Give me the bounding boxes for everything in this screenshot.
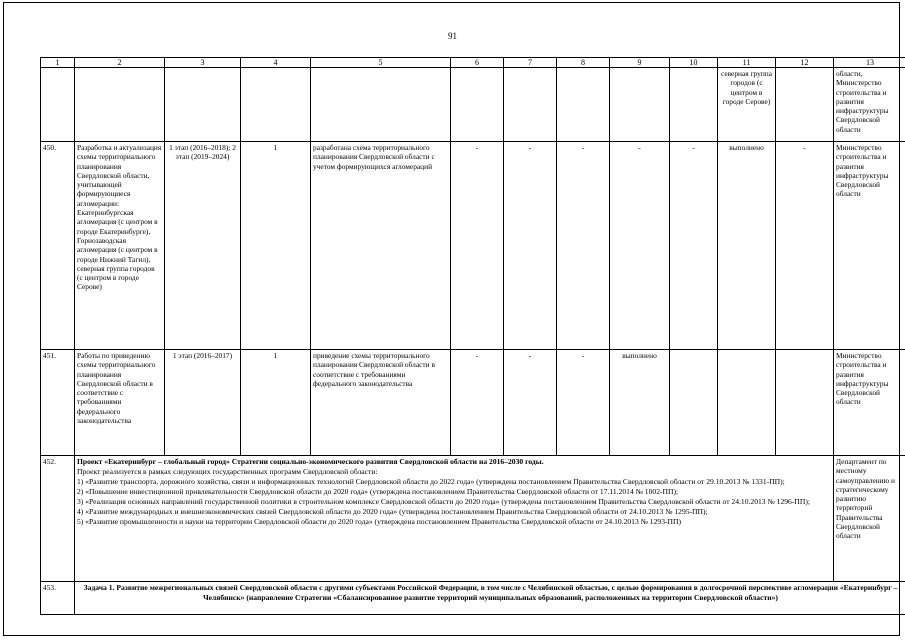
program-item: 3) «Реализация основных направлений государственной политики в строительном комплексе Свердловской области до 2020 года» (утверждена постановлением Правительства Свердловской области от 24.10.2013 № 1296-ПП); [77,497,810,506]
table-row-453 [41,582,905,615]
cell [610,68,670,142]
cell-responsible: Департамент по местному самоуправлению и стратегическому развитию территорий Правительства Свердловской области [834,456,905,582]
col-header: 12 [776,58,834,68]
program-item: 5) «Развитие промышленности и науки на территории Свердловской области до 2020 года» (утверждена постановлением Правительства Свердловской области от 24.10.2013 № 1293-ПП) [77,517,682,526]
cell [451,68,504,142]
col-header: 7 [504,58,557,68]
col-header: 8 [557,58,610,68]
stage-period: 1 этап (2016–2018); 2 этап (2019–2024) [165,142,241,350]
expected-result: разработана схема территориального планирования Свердловской области с учетом формирующихся агломераций [311,142,451,350]
col-header: 3 [165,58,241,68]
table-row-continued [41,68,905,142]
cell-col10: - [670,142,718,350]
project-description [75,456,834,582]
col-header: 10 [670,58,718,68]
cell [557,68,610,142]
cell-col8: - [557,350,610,456]
cell [504,68,557,142]
expected-result: приведение схемы территориального планирования Свердловской области в соответствие с требованиями федерального законодательства [311,350,451,456]
cell [311,68,451,142]
col-header: 4 [241,58,311,68]
header-row [41,58,905,68]
cell [670,68,718,142]
activity-name: Работы по приведению схемы территориального планирования Свердловской области в соответствие с требованиями федерального законодательства [75,350,165,456]
project-intro: Проект реализуется в рамках следующих государственных программ Свердловской области: [77,467,378,476]
col-header: 5 [311,58,451,68]
table-row-452 [41,456,905,582]
task-heading: Задача 1. Развитие межрегиональных связей Свердловской области с другими субъектами Российской Федерации, в том числе с Челябинской областью, с целью формирования в долгосрочной перспективе агломерации «Екатеринбург – Челябинск» (направление Стратегии «Сбалансированное развитие территорий муниципальных образований, расположенных на территории Свердловской области») [75,582,905,615]
project-title: Проект «Екатеринбург – глобальный город» Стратегии социально-экономического развития Свердловской области на 2016–2030 годы. [77,457,544,466]
cell-col11: выполнено [718,142,776,350]
cell-col7: - [504,350,557,456]
cell-col9: - [610,142,670,350]
page-number: 91 [448,31,457,41]
cell-col4: 1 [241,142,311,350]
cell-col4: 1 [241,350,311,456]
cell-responsible: Министерство строительства и развития инфраструктуры Свердловской области [834,142,905,350]
plan-table [40,57,905,615]
cell [75,68,165,142]
activity-name: Разработка и актуализация схемы территориального планирования Свердловской области, учитывающей формирующиеся агломерации: Екатеринбургская агломерация (с центром в городе Екатеринбурге), Горнозаводская агломерация (с центром в городе Нижний Тагил), северная группа городов (с центром в городе Серове) [75,142,165,350]
table-row-451 [41,350,905,456]
cell [670,350,718,456]
cell [776,350,834,456]
cell-col9: выполнено [610,350,670,456]
row-number: 450. [41,142,75,350]
cell-result-2024: северная группа городов (с центром в городе Серове) [718,68,776,142]
table-row-450 [41,142,905,350]
cell-col6: - [451,142,504,350]
col-header: 11 [718,58,776,68]
cell-col7: - [504,142,557,350]
row-number: 452. [41,456,75,582]
cell [165,68,241,142]
row-number: 451. [41,350,75,456]
stage-period: 1 этап (2016–2017) [165,350,241,456]
program-item: 1) «Развитие транспорта, дорожного хозяйства, связи и информационных технологий Свердловской области до 2022 года» (утверждена постановлением Правительства Свердловской области от 29.10.2013 № 1331-ПП); [77,477,785,486]
cell [41,68,75,142]
cell-col12: - [776,142,834,350]
program-item: 4) «Развитие международных и внешнеэкономических связей Свердловской области до 2020 года» (утверждена постановлением Правительства Свердловской области от 24.10.2013 № 1295-ПП); [77,507,708,516]
row-number: 453. [41,582,75,615]
program-item: 2) «Повышение инвестиционной привлекательности Свердловской области до 2020 года» (утверждена постановлением Правительства Свердловской области от 17.11.2014 № 1002-ПП); [77,487,679,496]
col-header: 2 [75,58,165,68]
cell [718,350,776,456]
cell-responsible: области, Министерство строительства и развития инфраструктуры Свердловской области [834,68,905,142]
col-header: 1 [41,58,75,68]
cell [776,68,834,142]
cell-col6: - [451,350,504,456]
cell-responsible: Министерство строительства и развития инфраструктуры Свердловской области [834,350,905,456]
cell [241,68,311,142]
col-header: 9 [610,58,670,68]
col-header: 13 [834,58,905,68]
cell-col8: - [557,142,610,350]
col-header: 6 [451,58,504,68]
